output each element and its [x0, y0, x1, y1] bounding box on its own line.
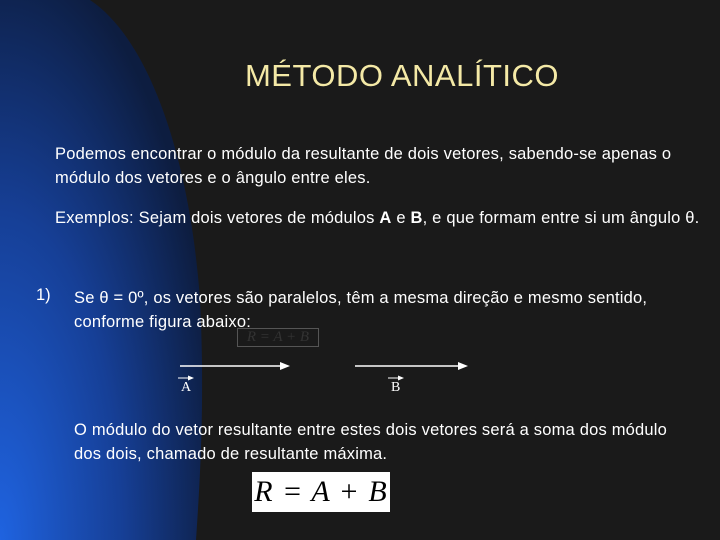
item-text: Se θ = 0º, os vetores são paralelos, têm a mesma direção e mesmo sentido, conforme figura abaixo:	[74, 289, 648, 331]
formula-box: R = A + B	[252, 472, 390, 512]
vector-b-label: B	[391, 380, 401, 395]
examples-text-start: Exemplos: Sejam dois vetores de módulos	[55, 209, 380, 227]
examples-text-and: e	[391, 209, 411, 227]
vector-b-arrow	[355, 362, 468, 370]
examples-text-end: , e que formam entre si um ângulo θ.	[422, 209, 700, 227]
vector-a-label: A	[181, 380, 192, 395]
vector-a-name: A	[379, 209, 392, 227]
slide-title: MÉTODO ANALÍTICO	[244, 58, 560, 93]
vector-a-arrow	[180, 362, 290, 370]
small-formula-box: R = A + B	[237, 328, 319, 347]
item-number: 1)	[36, 286, 51, 304]
conclusion-paragraph: O módulo do vetor resultante entre estes dois vetores será a soma dos módulo dos dois, chamado de resultante máxima.	[74, 421, 668, 463]
vector-b-name: B	[410, 209, 423, 227]
intro-paragraph: Podemos encontrar o módulo da resultante de dois vetores, sabendo-se apenas o módulo dos vetores e o ângulo entre eles.	[55, 145, 672, 187]
